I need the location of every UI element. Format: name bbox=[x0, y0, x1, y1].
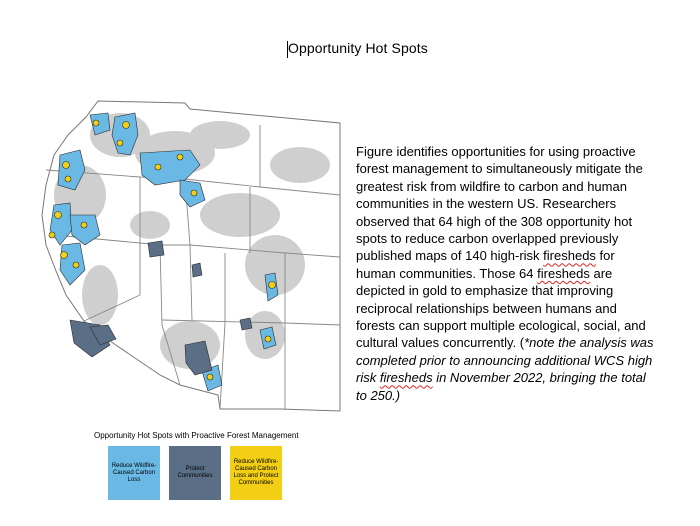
figure-description bbox=[356, 143, 656, 404]
description-part-2: for human communities. Those 64 bbox=[356, 248, 615, 281]
western-us-map bbox=[40, 95, 350, 420]
spellcheck-word: firesheds bbox=[537, 265, 590, 281]
spellcheck-word: firesheds bbox=[379, 370, 433, 386]
map-svg bbox=[40, 95, 350, 420]
legend-boxes bbox=[92, 446, 302, 502]
description-part-1: Figure identifies opportunities for using proactive forest management to simultaneously mitigate the greatest risk from wildfire to carbon and human communities in the western US. Researchers observed that 64 high of the 308 opportunity hot spots to reduce carbon overlapped previously published maps of 140 high-risk bbox=[356, 144, 643, 264]
spellcheck-word: firesheds bbox=[543, 248, 596, 264]
legend-title: Opportunity Hot Spots with Proactive Forest Management bbox=[94, 431, 299, 440]
legend-item-communities: Protect Communities bbox=[169, 446, 221, 500]
map-legend bbox=[92, 431, 302, 502]
note-part-1: *note the analysis was completed prior to announcing additional WCS high risk bbox=[356, 335, 654, 386]
description-part-3: are depicted in gold to emphasize that improving reciprocal relationships between humans and forests can support multiple ecological, social, and cultural values concurrently. ( bbox=[356, 265, 646, 351]
page-title[interactable]: Opportunity Hot Spots bbox=[288, 40, 428, 56]
legend-item-carbon: Reduce Wildfire-Caused Carbon Loss bbox=[108, 446, 160, 500]
legend-item-overlap: Reduce Wildfire-Caused Carbon Loss and Protect Communities bbox=[230, 446, 282, 500]
note-part-2: in November 2022, bringing the total to 250.) bbox=[356, 370, 646, 403]
